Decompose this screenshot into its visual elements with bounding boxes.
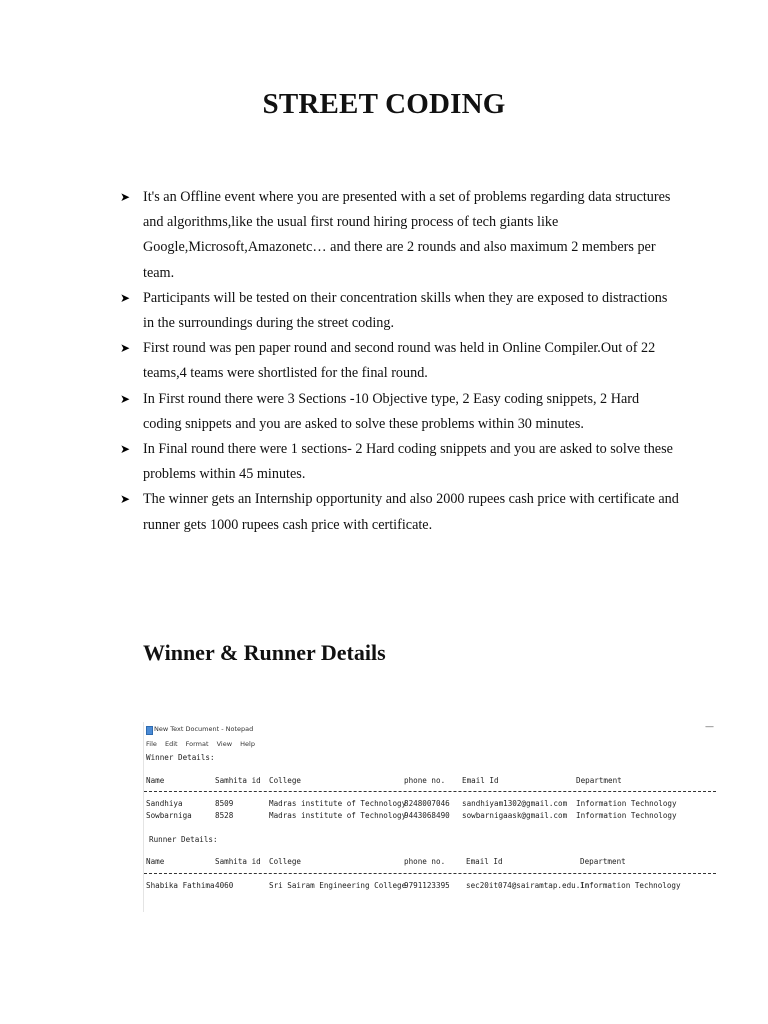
list-item bbox=[120, 387, 680, 437]
winner-2-phone: 9443068490 bbox=[404, 811, 450, 820]
runner-details-label: Runner Details: bbox=[149, 835, 218, 844]
notepad-titlebar bbox=[144, 724, 726, 736]
list-item bbox=[120, 286, 680, 336]
bullet-list bbox=[120, 185, 680, 538]
bullet-text: It's an Offline event where you are presented with a set of problems regarding data structures and algorithms,like the usual first round hiring process of tech giants like Google,Microsoft,Amazonetc… and there are 2 rounds and also maximum 2 members per team. bbox=[143, 189, 671, 281]
winner-1-email: sandhiyam1302@gmail.com bbox=[462, 799, 568, 808]
winner-2-dept: Information Technology bbox=[576, 811, 677, 820]
runner-col-email: Email Id bbox=[466, 857, 503, 866]
menu-format: Format bbox=[185, 740, 209, 748]
winner-1-id: 8509 bbox=[215, 799, 234, 808]
winner-details-label: Winner Details: bbox=[146, 753, 215, 762]
arrow-bullet-icon: ➤ bbox=[120, 190, 131, 204]
divider bbox=[144, 873, 716, 874]
minimize-icon: — bbox=[705, 722, 714, 732]
list-item bbox=[120, 437, 680, 487]
runner-1-phone: 9791123395 bbox=[404, 881, 450, 890]
menu-help: Help bbox=[240, 740, 255, 748]
runner-col-dept: Department bbox=[580, 857, 626, 866]
winner-2-name: Sowbarniga bbox=[146, 811, 192, 820]
page-title: STREET CODING bbox=[262, 88, 506, 120]
section-heading: Winner & Runner Details bbox=[143, 640, 386, 665]
arrow-bullet-icon: ➤ bbox=[120, 391, 131, 406]
divider bbox=[144, 791, 716, 792]
bullet-text: First round was pen paper round and second round was held in Online Compiler.Out of 22 teams,4 teams were shortlisted for the final round. bbox=[143, 340, 656, 382]
runner-col-college: College bbox=[269, 857, 302, 866]
winner-1-name: Sandhiya bbox=[146, 799, 183, 808]
menu-file: File bbox=[146, 740, 157, 748]
runner-col-id: Samhita id bbox=[215, 857, 261, 866]
winner-col-id: Samhita id bbox=[215, 776, 261, 785]
list-item bbox=[120, 336, 680, 386]
arrow-bullet-icon: ➤ bbox=[120, 290, 131, 305]
runner-col-phone: phone no. bbox=[404, 857, 446, 866]
winner-col-email: Email Id bbox=[462, 776, 499, 785]
winner-2-id: 8528 bbox=[215, 811, 234, 820]
runner-col-name: Name bbox=[146, 857, 165, 866]
runner-1-email: sec20it074@sairamtap.edu.in bbox=[466, 881, 590, 890]
list-item bbox=[120, 487, 680, 537]
winner-col-dept: Department bbox=[576, 776, 622, 785]
list-item bbox=[120, 185, 680, 286]
winner-2-email: sowbarnigaask@gmail.com bbox=[462, 811, 568, 820]
runner-1-dept: Information Technology bbox=[580, 881, 681, 890]
winner-col-name: Name bbox=[146, 776, 165, 785]
winner-col-phone: phone no. bbox=[404, 776, 446, 785]
menu-edit: Edit bbox=[164, 740, 178, 748]
winner-col-college: College bbox=[269, 776, 302, 785]
notepad-window-title: New Text Document - Notepad bbox=[154, 725, 254, 733]
arrow-bullet-icon: ➤ bbox=[120, 341, 131, 356]
runner-1-college: Sri Sairam Engineering College bbox=[269, 881, 407, 890]
bullet-text: In First round there were 3 Sections -10 Objective type, 2 Easy coding snippets, 2 Hard coding snippets and you are asked to solve these problems within 30 minutes. bbox=[143, 390, 640, 432]
notepad-icon bbox=[146, 726, 153, 735]
winner-2-college: Madras institute of Technology bbox=[269, 811, 407, 820]
bullet-text: In Final round there were 1 sections- 2 Hard coding snippets and you are asked to solve these problems within 45 minutes. bbox=[143, 441, 673, 483]
menu-view: View bbox=[216, 740, 233, 748]
winner-1-college: Madras institute of Technology bbox=[269, 799, 407, 808]
notepad-menubar bbox=[146, 740, 261, 748]
runner-1-name: Shabika Fathima bbox=[146, 881, 215, 890]
winner-1-phone: 8248007046 bbox=[404, 799, 450, 808]
notepad-screenshot bbox=[143, 722, 726, 912]
bullet-text: Participants will be tested on their concentration skills when they are exposed to distractions in the surroundings during the street coding. bbox=[143, 289, 668, 332]
arrow-bullet-icon: ➤ bbox=[120, 442, 131, 457]
arrow-bullet-icon: ➤ bbox=[120, 492, 131, 507]
bullet-text: The winner gets an Internship opportunity and also 2000 rupees cash price with certificate and runner gets 1000 rupees cash price with certificate. bbox=[143, 491, 679, 533]
runner-1-id: 4060 bbox=[215, 881, 234, 890]
winner-1-dept: Information Technology bbox=[576, 799, 677, 808]
